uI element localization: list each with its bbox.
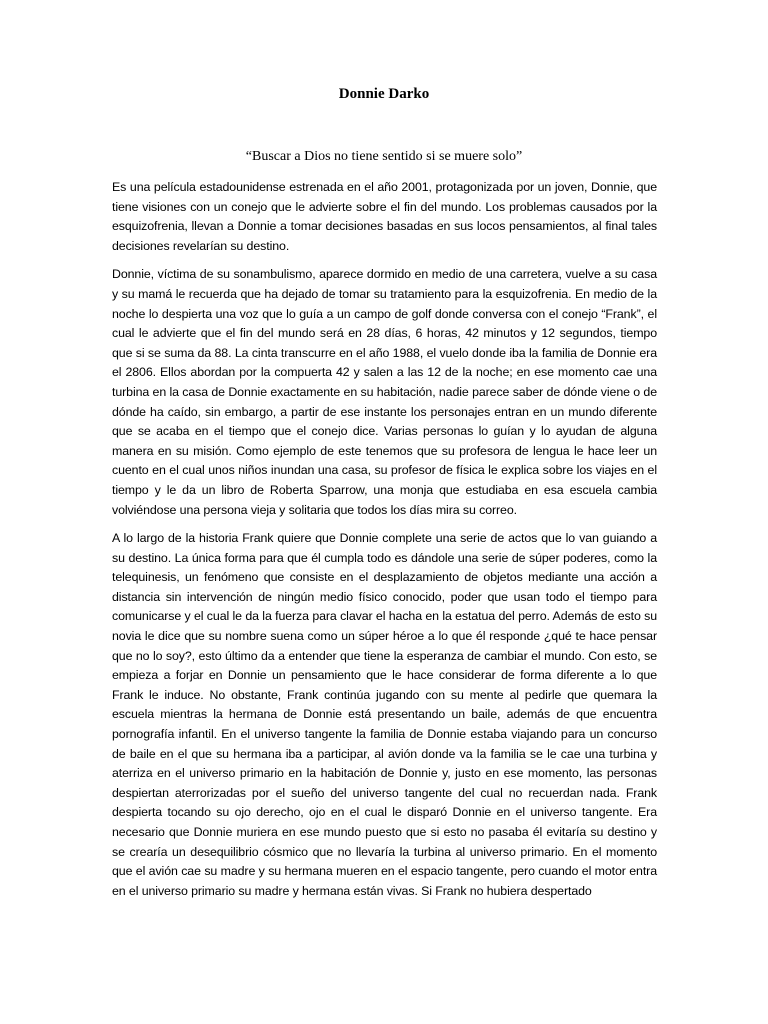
paragraph-3: A lo largo de la historia Frank quiere que Donnie complete una serie de actos que lo van guiando a su destino. La única forma para que él cumpla todo es dándole una serie de súper poderes, como la telequinesis, un fenómeno que consiste en el desplazamiento de objetos mediante una acción a distancia sin intervención de ningún medio físico conocido, poder que usan todo el tiempo para comunicarse y el cual le da la fuerza para clavar el hacha en la estatua del perro. Además de esto su novia le dice que su nombre suena como un súper héroe a lo que él responde ¿qué te hace pensar que no lo soy?, esto último da a entender que tiene la esperanza de cambiar el mundo. Con esto, se empieza a forjar en Donnie un pensamiento que le hace considerar de forma diferente a lo que Frank le induce. No obstante, Frank continúa jugando con su mente al pedirle que quemara la escuela mientras la hermana de Donnie está presentando un baile, además de que encuentra pornografía infantil. En el universo tangente la familia de Donnie estaba viajando para un concurso de baile en el que su hermana iba a participar, al avión donde va la familia se le cae una turbina y aterriza en el universo primario en la habitación de Donnie y, justo en ese momento, las personas despiertan aterrorizadas por el sueño del universo tangente del cual no recuerdan nada. Frank despierta tocando su ojo derecho, ojo en el cual le disparó Donnie en el universo tangente. Era necesario que Donnie muriera en ese mundo puesto que si esto no pasaba él evitaría su destino y se crearía un desequilibrio cósmico que no llevaría la turbina al universo primario. En el momento que el avión cae su madre y su hermana mueren en el espacio tangente, pero cuando el motor entra en el universo primario su madre y hermana están vivas. Si Frank no hubiera despertado: [112, 531, 657, 898]
paragraph-1: Es una película estadounidense estrenada en el año 2001, protagonizada por un joven, Donnie, que tiene visiones con un conejo que le advierte sobre el fin del mundo. Los problemas causados por la esquizofrenia, llevan a Donnie a tomar decisiones basadas en sus locos pensamientos, al final tales decisiones revelarían su destino.: [112, 180, 657, 253]
document-body: [112, 178, 657, 910]
paragraph-2: Donnie, víctima de su sonambulismo, aparece dormido en medio de una carretera, vuelve a su casa y su mamá le recuerda que ha dejado de tomar su tratamiento para la esquizofrenia. En medio de la noche lo despierta una voz que lo guía a un campo de golf donde conversa con el conejo “Frank”, el cual le advierte que el fin del mundo será en 28 días, 6 horas, 42 minutos y 12 segundos, tiempo que si se suma da 88. La cinta transcurre en el año 1988, el vuelo donde iba la familia de Donnie era el 2806. Ellos abordan por la compuerta 42 y salen a las 12 de la noche; en ese momento cae una turbina en la casa de Donnie exactamente en su habitación, nadie parece saber de dónde viene o de dónde ha caído, sin embargo, a partir de ese instante los personajes entran en un mundo diferente que se acaba en el tiempo que el conejo dice. Varias personas lo guían y lo ayudan de alguna manera en su misión. Como ejemplo de este tenemos que su profesora de lengua le hace leer un cuento en el cual unos niños inundan una casa, su profesor de física le explica sobre los viajes en el tiempo y le da un libro de Roberta Sparrow, una monja que estudiaba en esa escuela cambia volviéndose una persona vieja y solitaria que todos los días mira su correo.: [112, 267, 657, 517]
document-title: Donnie Darko: [338, 86, 430, 102]
document-epigraph: “Buscar a Dios no tiene sentido si se muere solo”: [245, 149, 523, 164]
